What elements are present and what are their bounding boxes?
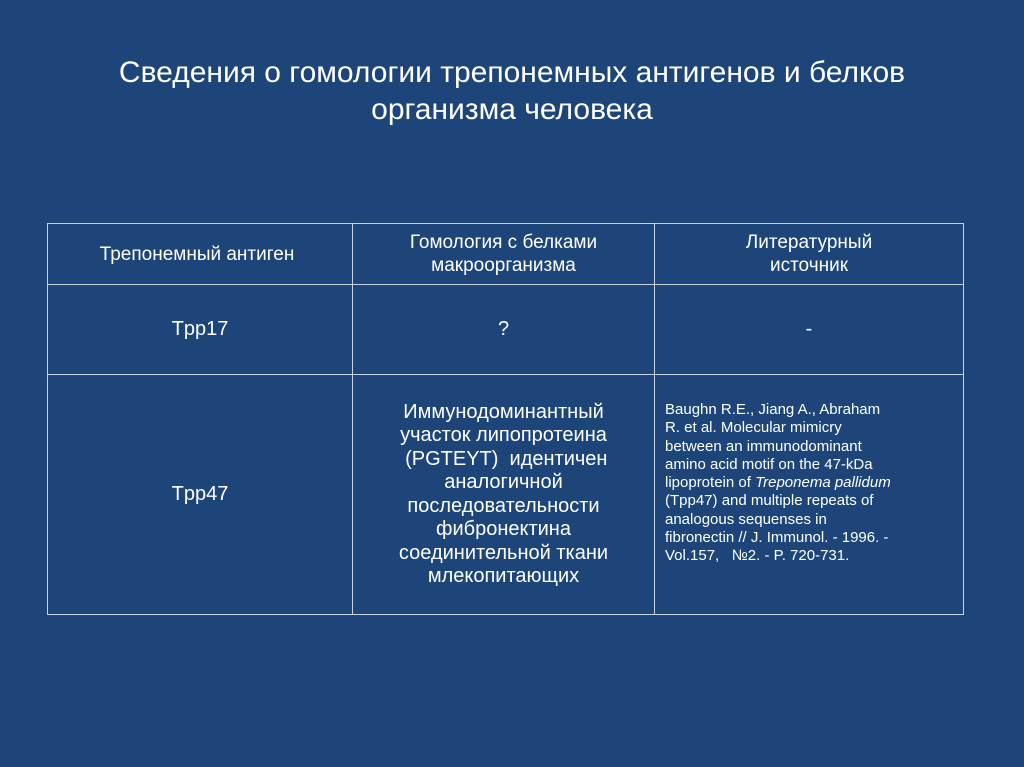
header-homology bbox=[353, 224, 655, 285]
reference-line: analogous sequenses in bbox=[665, 510, 827, 528]
header-homology-line-2: макроорганизма bbox=[431, 255, 576, 276]
reference-text: lipoprotein of bbox=[665, 474, 756, 492]
homology-line: последовательности bbox=[407, 494, 600, 517]
reference-line: between an immunodominant bbox=[665, 437, 862, 455]
cell-homology: ? bbox=[353, 285, 655, 375]
homology-line: фибронектина bbox=[436, 518, 571, 540]
header-antigen bbox=[48, 224, 353, 285]
cell-antigen: Tpp17 bbox=[48, 285, 353, 375]
reference-line: amino acid motif on the 47-kDa bbox=[665, 455, 873, 473]
header-antigen-label: Трепонемный антиген bbox=[99, 243, 295, 265]
header-source bbox=[655, 224, 964, 285]
cell-source-reference bbox=[655, 375, 964, 615]
cell-source: - bbox=[655, 285, 964, 375]
table-header-row bbox=[48, 224, 964, 285]
reference-line: Vol.157, №2. - P. 720-731. bbox=[665, 547, 850, 565]
header-source-line-2: источник bbox=[769, 255, 849, 276]
cell-homology bbox=[353, 375, 655, 615]
slide-title bbox=[40, 54, 984, 128]
homology-line: Иммунодоминантный bbox=[403, 400, 604, 423]
slide-title-line-1: Сведения о гомологии трепонемных антигенов и белков bbox=[118, 56, 906, 89]
cell-antigen: Tpp47 bbox=[48, 375, 353, 615]
homology-line: (PGTEYT) идентичен bbox=[399, 447, 608, 470]
reference-line: Baughn R.E., Jiang A., Abraham bbox=[665, 401, 881, 418]
homology-table bbox=[47, 223, 964, 615]
homology-line: участок липопротеина bbox=[400, 424, 607, 446]
header-source-line-1: Литературный bbox=[745, 232, 873, 253]
species-name: Treponema pallidum bbox=[755, 474, 891, 492]
homology-line: аналогичной bbox=[444, 471, 563, 493]
homology-line: млекопитающих bbox=[427, 565, 580, 587]
reference-line bbox=[665, 474, 955, 492]
table-row bbox=[48, 375, 964, 615]
table-row bbox=[48, 285, 964, 375]
slide-title-line-2: организма человека bbox=[371, 93, 653, 126]
reference-line: R. et al. Molecular mimicry bbox=[665, 419, 842, 437]
reference-line: fibronectin // J. Immunol. - 1996. - bbox=[665, 529, 889, 547]
header-homology-line-1: Гомология с белками bbox=[409, 232, 598, 253]
reference-line: (Tpp47) and multiple repeats of bbox=[665, 492, 874, 510]
homology-line: соединительной ткани bbox=[398, 541, 609, 564]
